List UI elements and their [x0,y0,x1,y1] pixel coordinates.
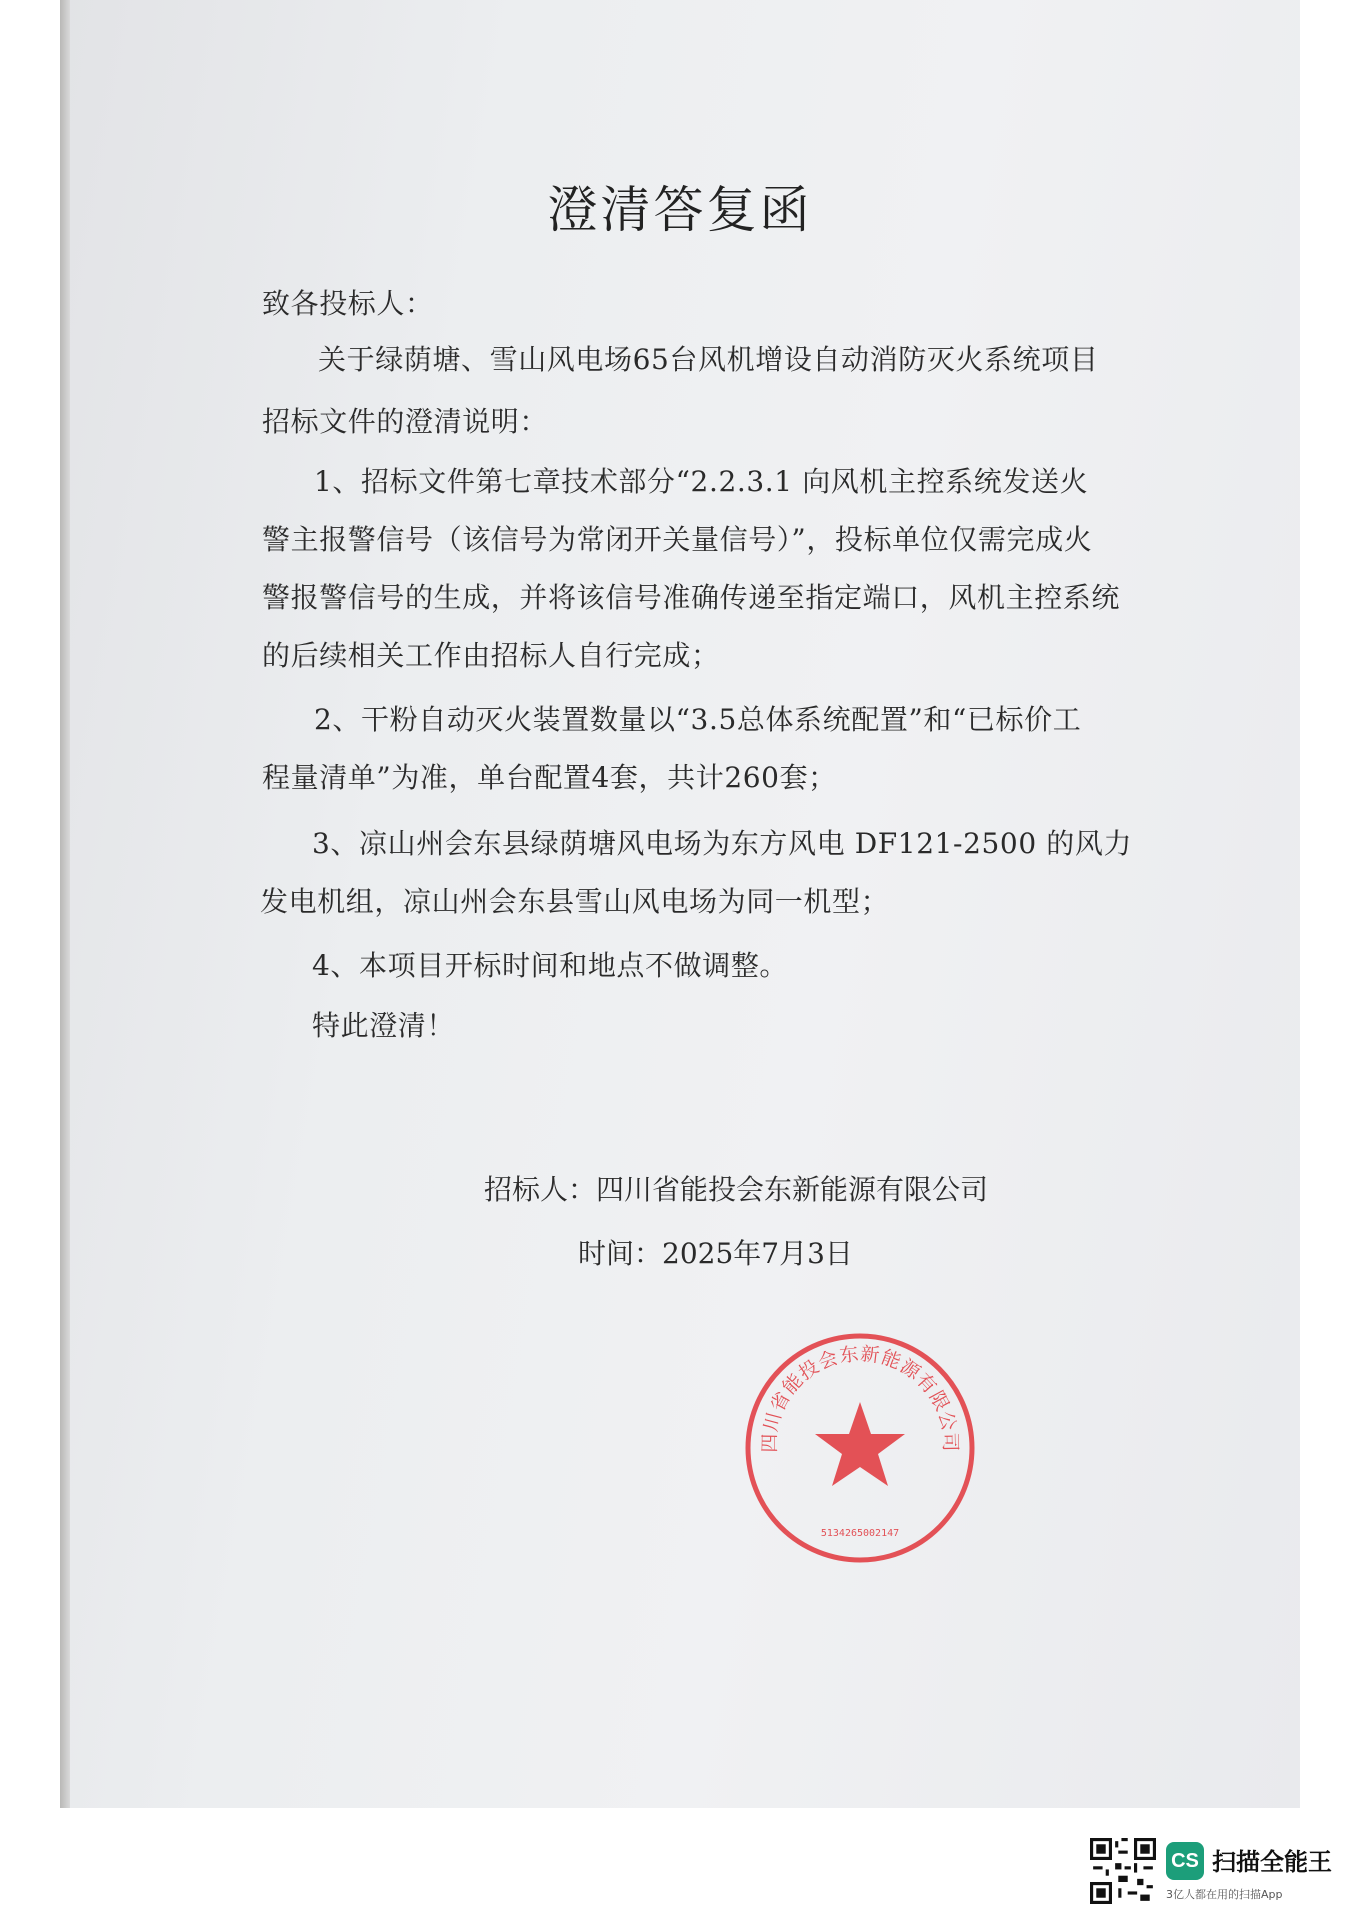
app-slogan: 3亿人都在用的扫描App [1166,1888,1283,1901]
paragraph-line: 程量清单”为准，单台配置4套，共计260套； [262,761,837,794]
paragraph-line: 警报警信号的生成，并将该信号准确传递至指定端口，风机主控系统 [262,581,1121,614]
camscanner-logo: CS [1166,1842,1204,1880]
paragraph-line: 2、干粉自动灭火装置数量以“3.5总体系统配置”和“已标价工 [314,703,1082,736]
letter-body [60,0,1300,1808]
paragraph-line: 发电机组，凉山州会东县雪山风电场为同一机型； [260,885,890,918]
paragraph-line: 4、本项目开标时间和地点不做调整。 [312,949,789,982]
paragraph-line: 的后续相关工作由招标人自行完成； [262,639,720,672]
paragraph-line: 特此澄清！ [312,1009,456,1042]
company-seal-stamp [740,1328,980,1568]
paragraph-line: 3、凉山州会东县绿荫塘风电场为东方风电 DF121-2500 的风力 [312,827,1133,860]
signer-line: 招标人：四川省能投会东新能源有限公司 [484,1173,989,1206]
date-line: 时间：2025年7月3日 [578,1237,853,1270]
paragraph-line: 招标文件的澄清说明： [262,405,549,438]
seal-number: 5134265002147 [820,1528,900,1539]
page-title: 澄清答复函 [547,181,813,239]
app-name: 扫描全能王 [1212,1848,1332,1876]
scanned-page [60,0,1300,1808]
paragraph-line: 关于绿荫塘、雪山风电场65台风机增设自动消防灭火系统项目 [318,343,1099,376]
qr-code-icon [1090,1838,1156,1904]
paragraph-line: 1、招标文件第七章技术部分“2.2.3.1 向风机主控系统发送火 [314,465,1089,498]
seal-ring-text: 四川省能投会东新能源有限公司 [758,1342,962,1453]
salutation: 致各投标人： [262,287,434,320]
paragraph-line: 警主报警信号（该信号为常闭开关量信号）”，投标单位仅需完成火 [262,523,1093,556]
